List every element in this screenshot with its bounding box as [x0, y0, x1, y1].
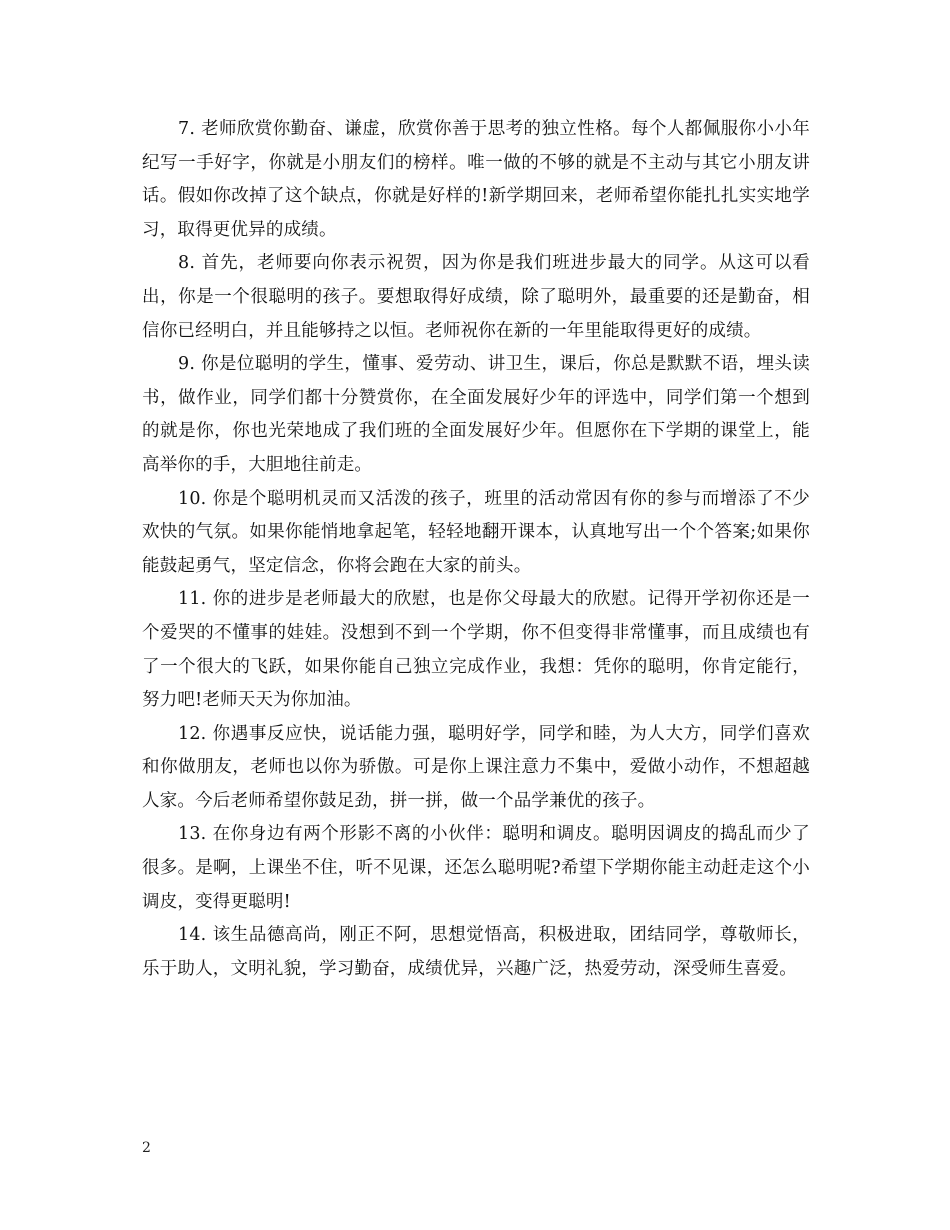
page-number: 2 [142, 1140, 151, 1156]
comment-paragraph-10: 10. 你是个聪明机灵而又活泼的孩子，班里的活动常因有你的参与而增添了不少欢快的气氛。如果你能悄地拿起笔，轻轻地翻开课本，认真地写出一个个答案;如果你能鼓起勇气，坚定信念，你将会跑在大家的前头。 [142, 488, 810, 576]
comment-paragraph-9: 9. 你是位聪明的学生，懂事、爱劳动、讲卫生，课后，你总是默默不语，埋头读书，做作业，同学们都十分赞赏你，在全面发展好少年的评选中，同学们第一个想到的就是你，你也光荣地成了我们班的全面发展好少年。但愿你在下学期的课堂上，能高举你的手，大胆地往前走。 [142, 354, 810, 475]
comment-paragraph-13: 13. 在你身边有两个形影不离的小伙伴：聪明和调皮。聪明因调皮的捣乱而少了很多。是啊，上课坐不住，听不见课，还怎么聪明呢?希望下学期你能主动赶走这个小调皮，变得更聪明! [142, 824, 810, 912]
comment-paragraph-7: 7. 老师欣赏你勤奋、谦虚，欣赏你善于思考的独立性格。每个人都佩服你小小年纪写一手好字，你就是小朋友们的榜样。唯一做的不够的就是不主动与其它小朋友讲话。假如你改掉了这个缺点，你就是好样的!新学期回来，老师希望你能扎扎实实地学习，取得更优异的成绩。 [142, 119, 810, 240]
comment-paragraph-14: 14. 该生品德高尚，刚正不阿，思想觉悟高，积极进取，团结同学，尊敬师长，乐于助人，文明礼貌，学习勤奋，成绩优异，兴趣广泛，热爱劳动，深受师生喜爱。 [142, 925, 810, 979]
comment-paragraph-11: 11. 你的进步是老师最大的欣慰，也是你父母最大的欣慰。记得开学初你还是一个爱哭的不懂事的娃娃。没想到不到一个学期，你不但变得非常懂事，而且成绩也有了一个很大的飞跃，如果你能自己独立完成作业，我想：凭你的聪明，你肯定能行，努力吧!老师天天为你加油。 [142, 589, 810, 711]
document-body [142, 113, 810, 986]
comment-paragraph-8: 8. 首先，老师要向你表示祝贺，因为你是我们班进步最大的同学。从这可以看出，你是一个很聪明的孩子。要想取得好成绩，除了聪明外，最重要的还是勤奋，相信你已经明白，并且能够持之以恒。老师祝你在新的一年里能取得更好的成绩。 [142, 253, 810, 341]
comment-paragraph-12: 12. 你遇事反应快，说话能力强，聪明好学，同学和睦，为人大方，同学们喜欢和你做朋友，老师也以你为骄傲。可是你上课注意力不集中，爱做小动作，不想超越人家。今后老师希望你鼓足劲，拼一拼，做一个品学兼优的孩子。 [142, 723, 810, 811]
